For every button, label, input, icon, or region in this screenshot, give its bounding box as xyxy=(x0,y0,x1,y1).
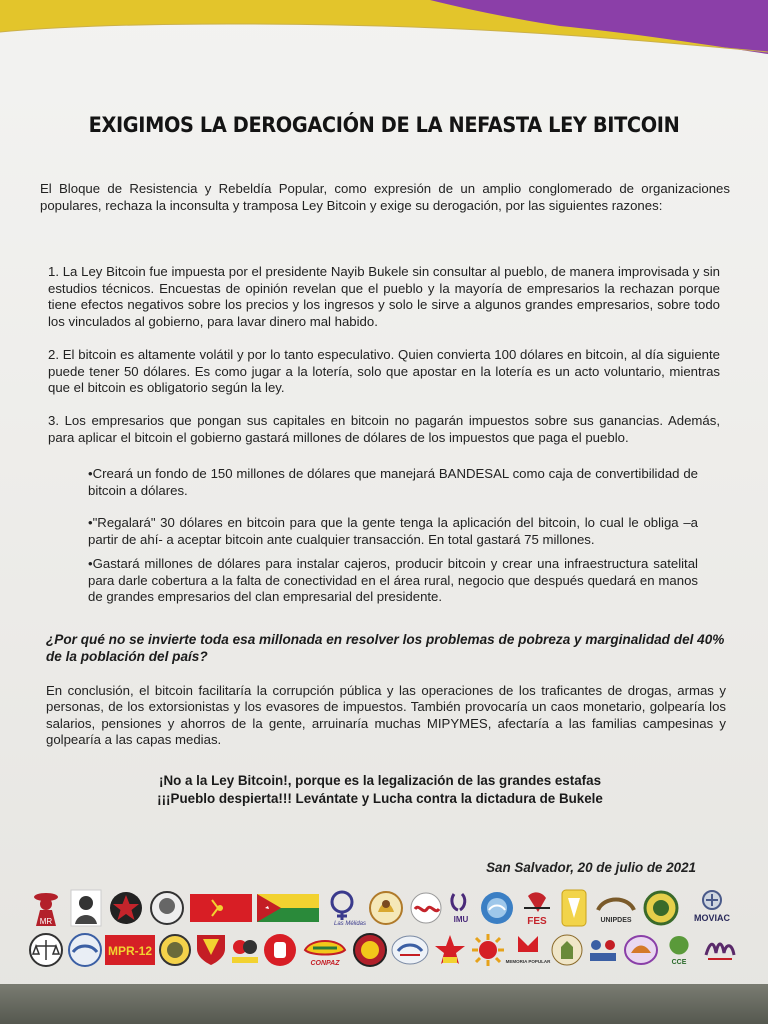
slogan-1: ¡No a la Ley Bitcoin!, porque es la legalización de las grandes estafas xyxy=(158,773,602,788)
reason-2: 2. El bitcoin es altamente volátil y por lo tanto especulativo. Quien convierta 100 dólares en bitcoin, al día siguiente puede tener 50 dólares. Es como jugar a la lotería, solo que apostar en la lotería es un acto voluntario, mientras que el bitcoin es obligatorio según la ley. xyxy=(48,347,720,396)
memoria-popular-label: MEMORIA POPULAR xyxy=(506,959,551,964)
cce-label: CCE xyxy=(671,959,687,966)
wave-logo-icon xyxy=(409,891,443,925)
bullet-1: •Creará un fondo de 150 millones de dólares que manejará BANDESAL como caja de convertibilidad de bitcoin a dólares. xyxy=(88,466,698,498)
red-star-logo-icon xyxy=(108,890,144,926)
conpaz-logo-icon xyxy=(301,932,349,968)
bullet-3: •Gastará millones de dólares para instalar cajeros, producir bitcoin y crear una infraestructura satelital para darle cobertura a la falta de conectividad en el área rural, negocio que después quedará en manos de grandes empresarios del clan empresarial del presidente. xyxy=(88,556,698,605)
red-star-small-logo-icon xyxy=(433,933,467,967)
document-title: EXIGIMOS LA DEROGACIÓN DE LA NEFASTA LEY BITCOIN xyxy=(88,113,680,137)
green-circle-logo-icon xyxy=(643,890,679,926)
moviac-label: MOVIAC xyxy=(693,913,730,923)
conclusion-paragraph: En conclusión, el bitcoin facilitaría la corrupción pública y las operaciones de los traficantes de drogas, armas y personas, de los extorsionistas y los evasores de impuestos. También provocaría un caos monetario, golpearía los salarios, pensiones y ahorros de la gente, arruinaría muchas MIPYMES, afectaría a las familias campesinas y golpearía a las capas medias. xyxy=(46,683,726,748)
portrait-logo-icon xyxy=(69,888,103,928)
red-flag-logo-icon xyxy=(190,894,252,922)
blue-globe-logo-icon xyxy=(67,932,103,968)
ground-background xyxy=(0,984,768,1024)
mpr12-label: MPR-12 xyxy=(108,944,153,958)
tricolor-flag-logo-icon xyxy=(257,894,319,922)
imu-label: IMU xyxy=(453,915,469,924)
fes-logo-icon xyxy=(520,888,554,928)
reason-1: 1. La Ley Bitcoin fue impuesta por el presidente Nayib Bukele sin consultar al pueblo, de manera improvisada y sin estudios técnicos. Encuestas de opinión revelan que el pueblo y la mayoría de empresarios la rechazan porque tiene efectos negativos sobre los precios y los ingresos y solo le sirve a algunos grandes empresarios, sobre todo los vinculados al gobierno, para lavar dinero mal habido. xyxy=(48,264,720,329)
round-seal-logo-icon xyxy=(149,890,185,926)
signature-date: San Salvador, 20 de julio de 2021 xyxy=(486,860,696,875)
shield-logo-icon xyxy=(195,933,227,967)
purple-logo-icon xyxy=(623,933,659,967)
logo-row-2 xyxy=(28,928,740,972)
church-logo-icon xyxy=(551,933,583,967)
cce-logo-icon xyxy=(661,932,697,968)
red-seal-logo-icon xyxy=(352,932,388,968)
mpr12-logo-icon xyxy=(105,935,155,965)
top-color-band xyxy=(0,0,768,52)
circle-emblem-logo-icon xyxy=(368,890,404,926)
red-figure-logo-icon xyxy=(28,888,64,928)
svg-text:MR: MR xyxy=(39,917,53,926)
yellow-badge-logo-icon xyxy=(559,888,589,928)
slogans xyxy=(60,772,700,808)
people-logo-icon xyxy=(586,933,620,967)
sun-logo-icon xyxy=(470,932,506,968)
unipdes-logo-icon xyxy=(594,888,638,928)
hands-logo-icon xyxy=(390,933,430,967)
las-mélidas-logo-icon xyxy=(324,888,364,928)
fist-logo-icon xyxy=(262,932,298,968)
memoria-popular-logo-icon xyxy=(506,932,551,968)
question-heading: ¿Por qué no se invierte toda esa millonada en resolver los problemas de pobreza y marginalidad del 40% de la población del país? xyxy=(46,632,725,664)
reason-3: 3. Los empresarios que pongan sus capitales en bitcoin no pagarán impuestos sobre sus ganancias. Además, para aplicar el bitcoin el gobierno gastará millones de dólares de los impuestos que paga el pueblo. xyxy=(48,413,720,445)
script-logo-icon xyxy=(700,933,740,967)
las-mélidas-label: Las Mélidas xyxy=(333,921,366,927)
scales-logo-icon xyxy=(28,932,64,968)
round-badge-logo-icon xyxy=(158,933,192,967)
intro-paragraph: El Bloque de Resistencia y Rebeldía Popular, como expresión de un amplio conglomerado de organizaciones populares, rechaza la inconsulta y tramposa Ley Bitcoin y exige su derogación, por las siguientes razones: xyxy=(40,181,730,213)
conpaz-label: CONPAZ xyxy=(310,960,340,967)
logo-row-1 xyxy=(28,886,740,930)
bullet-2: •"Regalará" 30 dólares en bitcoin para que la gente tenga la aplicación del bitcoin, lo cual le obliga –a partir de ahí- a aceptar bitcoin ante cualquier transacción. En total gastará 75 millones. xyxy=(88,515,698,547)
imu-logo-icon xyxy=(448,890,474,926)
faces-logo-icon xyxy=(230,933,260,967)
unipdes-label: UNIPDES xyxy=(600,917,632,924)
slogan-2: ¡¡¡Pueblo despierta!!! Levántate y Lucha contra la dictadura de Bukele xyxy=(157,791,603,806)
fes-label: FES xyxy=(527,916,547,927)
blue-circle-logo-icon xyxy=(479,890,515,926)
moviac-logo-icon xyxy=(684,888,740,928)
